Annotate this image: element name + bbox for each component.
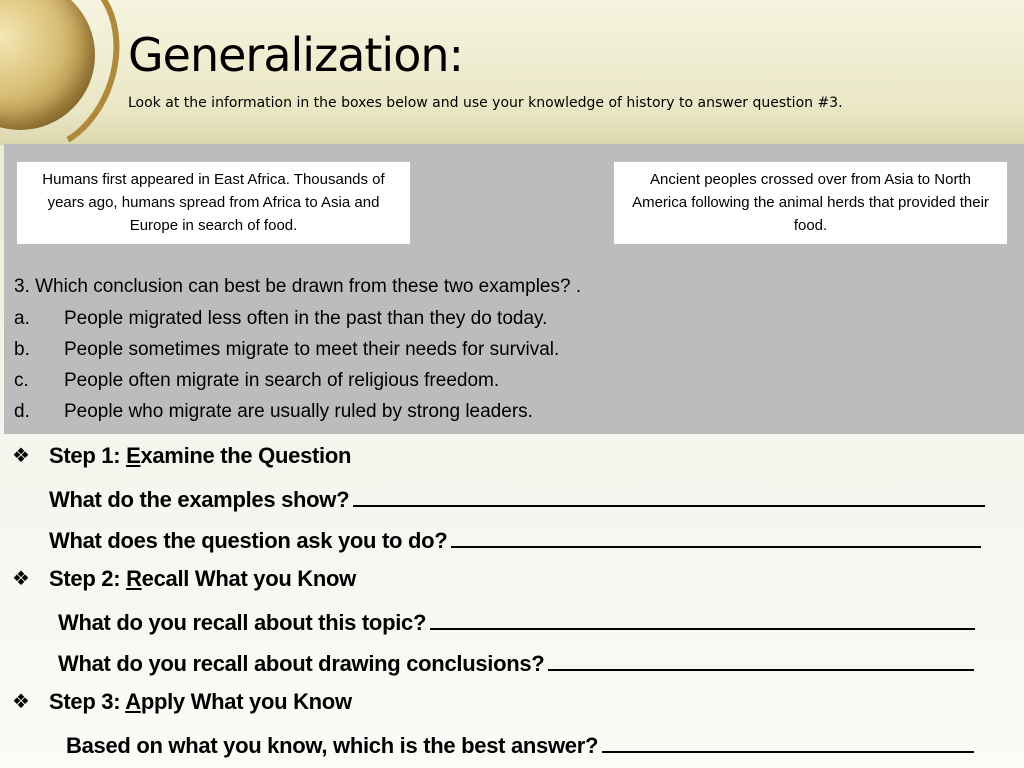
- choice-c[interactable]: [14, 369, 559, 400]
- step-key-letter: E: [126, 443, 141, 468]
- prompt-text: What do the examples show?: [49, 487, 350, 512]
- header-band: [0, 0, 1024, 145]
- page-subtitle: Look at the information in the boxes below and use your knowledge of history to answer question #3.: [128, 95, 843, 111]
- choice-text: People migrated less often in the past than they do today.: [64, 308, 548, 329]
- info-box-africa: Humans first appeared in East Africa. Thousands of years ago, humans spread from Africa to Asia and Europe in search of food.: [17, 162, 410, 244]
- step-key-letter: R: [126, 566, 142, 591]
- choice-letter: b.: [14, 339, 30, 360]
- answer-line-4[interactable]: [548, 645, 974, 671]
- choice-letter: c.: [14, 370, 29, 391]
- answer-line-3[interactable]: [430, 604, 975, 630]
- info-box-north-america: Ancient peoples crossed over from Asia to North America following the animal herds that provided their food.: [614, 162, 1007, 244]
- choice-a[interactable]: [14, 307, 559, 338]
- choice-text: People often migrate in search of religious freedom.: [64, 370, 500, 391]
- choice-b[interactable]: [14, 338, 559, 369]
- page-title: Generalization:: [128, 28, 464, 82]
- prompt-text: What do you recall about this topic?: [58, 610, 427, 635]
- choice-text: People who migrate are usually ruled by strong leaders.: [64, 401, 533, 422]
- prompt-best-answer: [66, 727, 974, 768]
- answer-choices: [14, 307, 559, 431]
- prompt-question-task: [49, 522, 981, 563]
- step-rest: pply What you Know: [140, 689, 352, 714]
- step-key-letter: A: [125, 689, 141, 714]
- answer-line-2[interactable]: [451, 522, 981, 548]
- diamond-bullet-icon: ❖: [12, 691, 30, 713]
- prompt-text: What do you recall about drawing conclusions?: [58, 651, 545, 676]
- answer-line-1[interactable]: [353, 481, 985, 507]
- step-prefix: Step 2:: [49, 566, 127, 591]
- prompt-recall-conclusions: [58, 645, 974, 686]
- step-prefix: Step 3:: [49, 689, 126, 714]
- answer-line-5[interactable]: [602, 727, 974, 753]
- diamond-bullet-icon: ❖: [12, 568, 30, 590]
- question-text: 3. Which conclusion can best be drawn from these two examples? .: [14, 276, 582, 297]
- step-rest: ecall What you Know: [141, 566, 356, 591]
- prompt-examples: [49, 481, 985, 522]
- step-rest: xamine the Question: [140, 443, 352, 468]
- step-prefix: Step 1:: [49, 443, 127, 468]
- choice-text: People sometimes migrate to meet their needs for survival.: [64, 339, 560, 360]
- prompt-text: Based on what you know, which is the best answer?: [66, 733, 599, 758]
- choice-d[interactable]: [14, 400, 559, 431]
- choice-letter: d.: [14, 401, 30, 422]
- choice-letter: a.: [14, 308, 30, 329]
- prompt-recall-topic: [58, 604, 975, 645]
- prompt-text: What does the question ask you to do?: [49, 528, 448, 553]
- diamond-bullet-icon: ❖: [12, 445, 30, 467]
